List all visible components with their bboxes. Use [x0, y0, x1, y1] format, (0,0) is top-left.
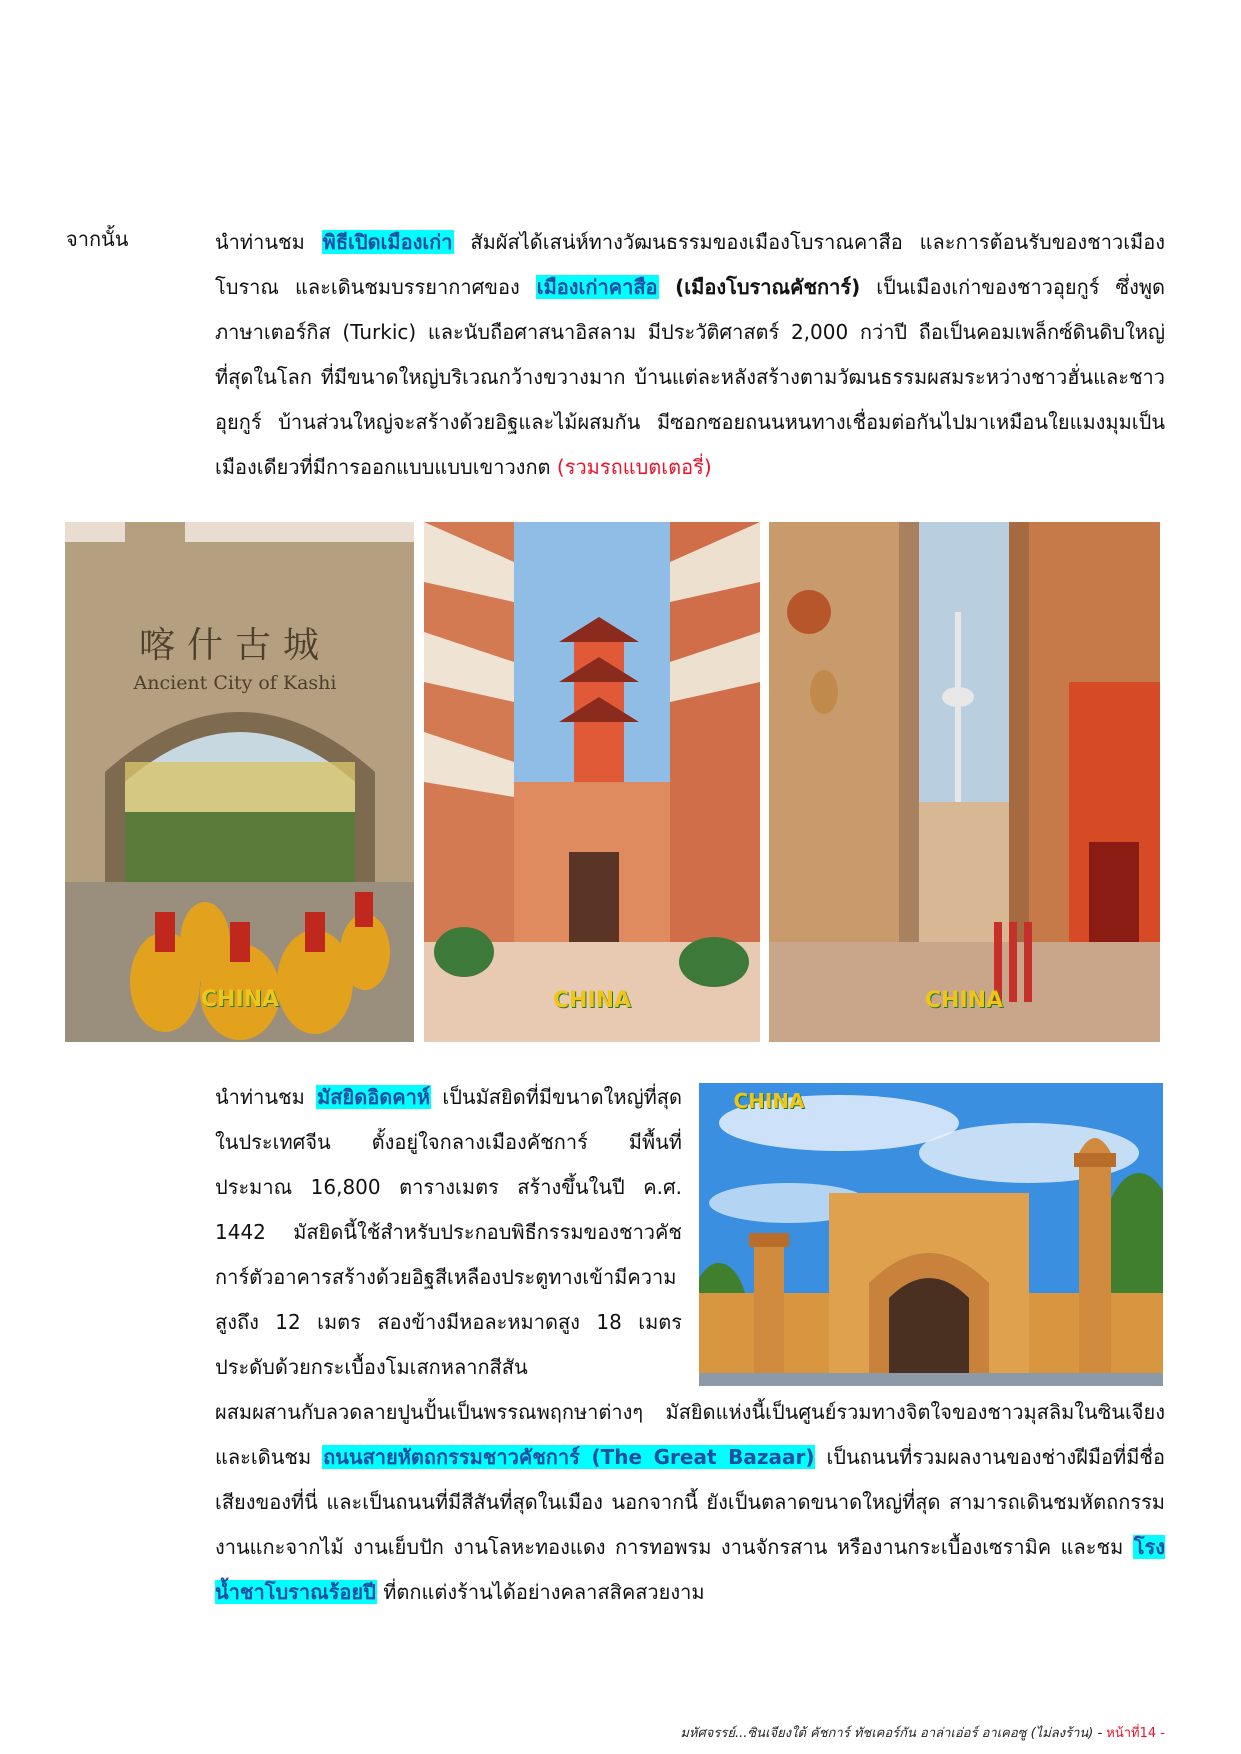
- photo-ancient-city-gate: [65, 522, 414, 1042]
- highlight-kashi-old-city: เมืองเก่าคาสือ: [536, 275, 658, 299]
- note-battery-car: (รวมรถแบตเตอรี่): [556, 455, 712, 479]
- text: เป็นถนนที่รวมผลงานของช่างฝีมือที่มีชื่อเสียงของที่นี่ และเป็นถนนที่มีสีสันที่สุดในเมือง นอกจากนี้ ยังเป็นตลาดขนาดใหญ่ที่สุด สามารถเดินชมหัตถกรรมงานแกะจากไม้ งานเย็บปัก งานโลหะทองแดง การทอพรม งานจักรสาน หรืองานกระเบื้องเซรามิค และชม: [215, 1445, 1165, 1559]
- paragraph-old-city: [215, 220, 1165, 490]
- text: นำท่านชม: [215, 1085, 317, 1109]
- text: ผสมผสานกับลวดลายปูนปั้นเป็นพรรณพฤกษาต่างๆ มัสยิดแห่งนี้เป็นศูนย์รวมทางจิตใจของชาวมุสลิมในซินเจียง และเดินชม: [215, 1400, 1165, 1469]
- text: เป็นมัสยิดที่มีขนาดใหญ่ที่สุดในประเทศจีน ตั้งอยู่ใจกลางเมืองคัชการ์ มีพื้นที่ประมาณ 16,800 ตารางเมตร สร้างขึ้นในปี ค.ศ. 1442 มัสยิดนี้ใช้สำหรับประกอบพิธีกรรมของชาวคัชการ์ตัวอาคารสร้างด้วยอิฐสีเหลืองประตูทางเข้ามีความสูงถึง 12 เมตร สองข้างมีหอละหมาดสูง 18 เมตร ประดับด้วยกระเบื้องโมเสกหลากสีสัน: [215, 1085, 682, 1379]
- watermark-logo: CHINA: [552, 988, 632, 1013]
- page-number: หน้าที่14 -: [1106, 1726, 1165, 1741]
- text: สัมผัสได้เสน่ห์ทางวัฒนธรรมของเมืองโบราณคาสือ และการต้อนรับของชาวเมืองโบราณ และเดินชมบรรยากาศของ: [215, 230, 1165, 299]
- photo-id-kah-mosque: [699, 1083, 1163, 1386]
- watermark-logo: CHINA: [924, 988, 1004, 1013]
- text: นำท่านชม: [215, 230, 322, 254]
- highlight-id-kah-mosque: มัสยิดอิดคาห์: [317, 1085, 431, 1109]
- sign-english: Ancient City of Kashi: [133, 672, 337, 694]
- bold-kashgar-ancient-city: (เมืองโบราณคัชการ์): [658, 275, 861, 299]
- photo-pagoda-street: [424, 522, 760, 1042]
- page-footer: [680, 1722, 1165, 1743]
- highlight-great-bazaar: ถนนสายหัตถกรรมชาวคัชการ์ (The Great Bazaar): [323, 1445, 815, 1469]
- text: ที่ตกแต่งร้านได้อย่างคลาสสิคสวยงาม: [376, 1580, 705, 1604]
- highlight-tea-house: โรงน้ำชาโบราณร้อยปี: [215, 1535, 1165, 1604]
- paragraph-great-bazaar: [215, 1390, 1165, 1615]
- watermark-logo: CHINA: [200, 987, 280, 1012]
- highlight-old-city-ceremony: พิธีเปิดเมืองเก่า: [322, 230, 453, 254]
- footer-title: มหัศจรรย์...ซินเจียงใต้ คัชการ์ ทัชเคอร์กัน อาล่าเอ่อร์ อาเคอซู (ไม่ลงร้าน) -: [680, 1726, 1107, 1741]
- photo-alley-tower: [769, 522, 1160, 1042]
- section-label: จากนั้น: [66, 227, 129, 251]
- paragraph-id-kah-mosque: [215, 1075, 682, 1390]
- sign-chinese: 喀什古城: [138, 625, 331, 666]
- text: เป็นเมืองเก่าของชาวอุยกูร์ ซึ่งพูดภาษาเตอร์กิส (Turkic) และนับถือศาสนาอิสลาม มีประวัติศาสตร์ 2,000 กว่าปี ถือเป็นคอมเพล็กซ์ดินดิบใหญ่ที่สุดในโลก ที่มีขนาดใหญ่บริเวณกว้างขวางมาก บ้านแต่ละหลังสร้างตามวัฒนธรรมผสมระหว่างชาวฮั่นและชาวอุยกูร์ บ้านส่วนใหญ่จะสร้างด้วยอิฐและไม้ผสมกัน มีซอกซอยถนนหนทางเชื่อมต่อกันไปมาเหมือนใยแมงมุมเป็นเมืองเดียวที่มีการออกแบบแบบเขาวงกต: [215, 275, 1166, 479]
- watermark-logo: CHINA: [733, 1089, 805, 1113]
